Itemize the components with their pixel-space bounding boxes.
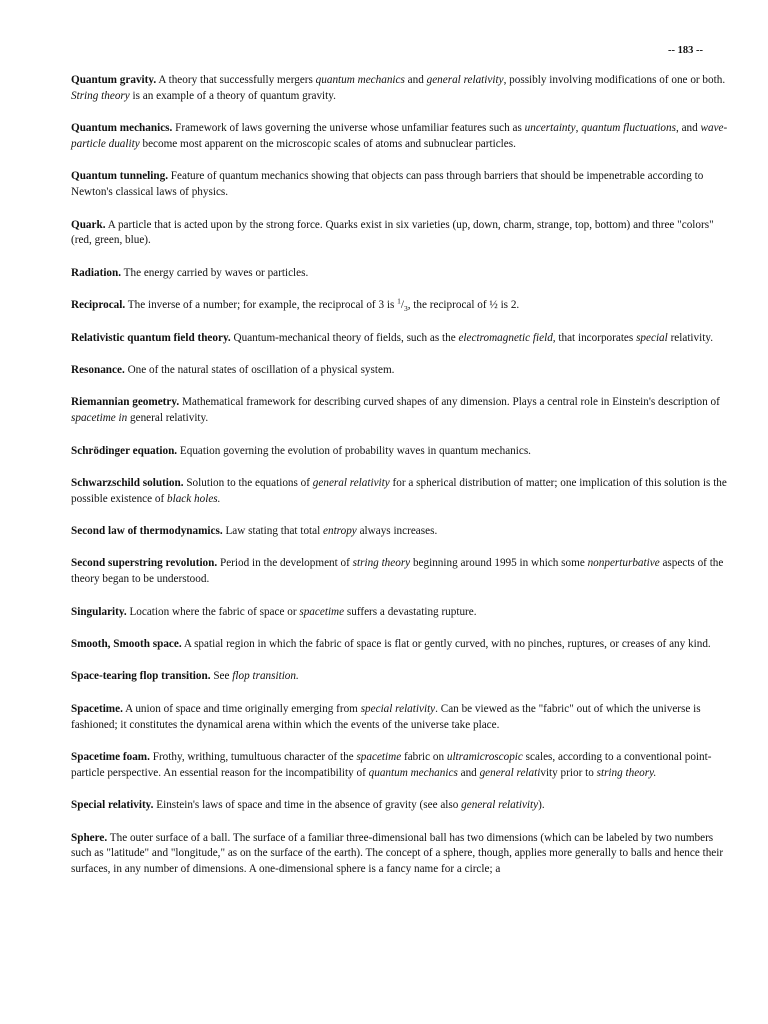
definition-text: and	[404, 74, 427, 86]
definition-italic-text: string theory.	[596, 766, 657, 779]
definition-text: aspects of the theory began to be understood.	[71, 557, 724, 586]
definition-text: A particle that is acted upon by the strong force. Quarks exist in six varieties (up, down, charm, strange, top, bottom) and three "colors" (red, green, blue).	[71, 218, 714, 247]
glossary-entry	[71, 444, 733, 460]
definition-text: Period in the development of	[217, 557, 353, 570]
glossary-term: Reciprocal.	[71, 299, 126, 312]
definition-italic-text: special relativity	[360, 702, 436, 715]
glossary-term: Quantum tunneling.	[71, 170, 168, 183]
glossary-entry	[71, 476, 733, 508]
definition-italic-text: nonperturbative	[587, 557, 660, 570]
definition-text: , and	[675, 122, 701, 135]
definition-italic-text: entropy	[323, 525, 357, 538]
definition-text: that incorporates	[555, 331, 637, 344]
definition-text: Solution to the equations of	[183, 476, 313, 489]
definition-text: is an example of a theory of quantum gravity.	[129, 89, 336, 102]
definition-italic-text: general relativity	[312, 476, 390, 489]
page-number: -- 183 --	[668, 45, 703, 56]
glossary-entry	[71, 556, 733, 588]
definition-text: Location where the fabric of space or	[126, 605, 300, 618]
definition-italic-text: general relati	[479, 766, 541, 779]
definition-italic-text: string theory	[352, 557, 411, 570]
glossary-term: Quantum mechanics.	[71, 122, 173, 135]
definition-text: The energy carried by waves or particles.	[121, 266, 309, 279]
definition-text: become most apparent on the microscopic scales of atoms and subnuclear particles.	[139, 137, 516, 150]
glossary-entry	[71, 750, 733, 782]
definition-text: Einstein's laws of space and time in the absence of gravity (see also	[153, 799, 462, 812]
definition-text: /	[400, 299, 404, 312]
glossary-entry	[71, 831, 733, 878]
definition-italic-text: flop transition.	[232, 670, 299, 683]
glossary-entry	[71, 702, 733, 734]
definition-text: general relativity.	[127, 412, 209, 425]
glossary-term: Schrödinger equation.	[71, 444, 178, 457]
definition-italic-text: ultramicroscopic	[446, 751, 523, 764]
glossary-term: Spacetime foam.	[71, 751, 150, 764]
definition-text: Frothy, writhing, tumultuous character of the	[149, 751, 357, 764]
definition-text: Quantum-mechanical theory of fields, such as the	[230, 331, 459, 344]
definition-italic-text: general relativity	[426, 74, 504, 86]
glossary-entry	[71, 73, 733, 105]
definition-text: The outer surface of a ball. The surface of a familiar three-dimensional ball has two dimensions (which can be labeled by two numbers such as "latitude" and "longitude," as on the surface of the earth). The concept of a sphere, though, applies more generally to balls and hence their surfaces, in any number of dimensions. A one-dimensional sphere is a fancy name for a circle; a	[71, 831, 724, 876]
definition-text: Law stating that total	[222, 525, 324, 538]
glossary-entry	[71, 605, 733, 621]
definition-text: for a spherical distribution of matter; one implication of this solution is the possible existence of	[71, 476, 727, 505]
definition-italic-text: uncertainty	[524, 122, 576, 135]
glossary-term: Riemannian geometry.	[71, 396, 180, 409]
definition-italic-text: String theory	[71, 89, 130, 102]
glossary-entry	[71, 218, 733, 250]
subscript-text: 3	[403, 304, 408, 314]
definition-italic-text: spacetime	[356, 751, 402, 764]
glossary-term: Second law of thermodynamics.	[71, 525, 223, 538]
glossary-term: Special relativity.	[71, 799, 154, 812]
definition-italic-text: quantum mechanics	[368, 766, 458, 779]
definition-text: beginning around 1995 in which some	[410, 557, 588, 570]
definition-text: See	[210, 670, 233, 683]
glossary-entry	[71, 121, 733, 153]
definition-text: One of the natural states of oscillation of a physical system.	[124, 363, 395, 376]
definition-text: and	[457, 766, 480, 779]
glossary-entry	[71, 798, 733, 814]
glossary-term: Resonance.	[71, 363, 125, 376]
definition-text: fabric on	[401, 751, 447, 764]
definition-italic-text: electromagnetic field,	[458, 331, 556, 344]
glossary-term: Quark.	[71, 218, 106, 231]
definition-text: vity prior to	[540, 766, 597, 779]
glossary-term: Singularity.	[71, 605, 127, 618]
definition-text: The inverse of a number; for example, the reciprocal of 3 is	[125, 299, 398, 312]
definition-italic-text: general relativity	[461, 799, 539, 812]
definition-italic-text: quantum fluctuations	[581, 122, 676, 135]
definition-text: ,	[575, 122, 582, 135]
definition-text: , possibly involving modifications of one or both.	[503, 74, 726, 86]
superscript-text: 1	[397, 296, 401, 306]
glossary-term: Radiation.	[71, 266, 122, 279]
definition-text: ).	[538, 799, 545, 812]
glossary-entry	[71, 395, 733, 427]
definition-text: Mathematical framework for describing curved shapes of any dimension. Plays a central role in Einstein's description of	[179, 396, 720, 409]
glossary-entry	[71, 266, 733, 282]
glossary-term: Relativistic quantum field theory.	[71, 331, 231, 344]
definition-text: . Can be viewed as the "fabric" out of which the universe is fashioned; it constitutes the dynamical arena within which the events of the universe take place.	[71, 702, 701, 731]
glossary-term: Second superstring revolution.	[71, 557, 218, 570]
definition-text: , the reciprocal of ½ is 2.	[407, 299, 520, 312]
definition-italic-text: special	[636, 331, 668, 344]
definition-text: Framework of laws governing the universe whose unfamiliar features such as	[172, 122, 525, 135]
definition-italic-text: spacetime	[299, 605, 345, 618]
definition-italic-text: black holes.	[167, 492, 221, 505]
glossary-entry	[71, 669, 733, 685]
definition-text: A union of space and time originally emerging from	[122, 702, 361, 715]
definition-text: Equation governing the evolution of probability waves in quantum mechanics.	[177, 444, 531, 457]
definition-text: A theory that successfully mergers	[156, 74, 316, 86]
glossary-term: Schwarzschild solution.	[71, 476, 184, 489]
glossary-term: Space-tearing flop transition.	[71, 670, 211, 683]
glossary-entry	[71, 363, 733, 379]
glossary-term: Quantum gravity.	[71, 74, 157, 86]
glossary-entry	[71, 331, 733, 347]
definition-text: relativity.	[667, 331, 714, 344]
definition-text: Feature of quantum mechanics showing that objects can pass through barriers that should be impenetrable according to Newton's classical laws of physics.	[71, 170, 704, 199]
definition-text: always increases.	[356, 525, 438, 538]
glossary-term: Spacetime.	[71, 702, 123, 715]
glossary-entry	[71, 169, 733, 201]
glossary-term: Smooth, Smooth space.	[71, 638, 182, 651]
definition-italic-text: wave-particle duality	[71, 122, 728, 150]
definition-italic-text: quantum mechanics	[315, 74, 405, 86]
definition-italic-text: spacetime in	[71, 412, 128, 425]
glossary-term: Sphere.	[71, 831, 108, 844]
definition-text: A spatial region in which the fabric of space is flat or gently curved, with no pinches, ruptures, or creases of any kind.	[181, 638, 711, 651]
definition-text: scales, according to a conventional point-particle perspective. An essential reason for the incompatibility of	[71, 751, 712, 779]
glossary-entry	[71, 298, 733, 314]
glossary-entry	[71, 524, 733, 540]
glossary	[71, 73, 733, 895]
definition-text: suffers a devastating rupture.	[344, 605, 477, 618]
glossary-entry	[71, 637, 733, 653]
